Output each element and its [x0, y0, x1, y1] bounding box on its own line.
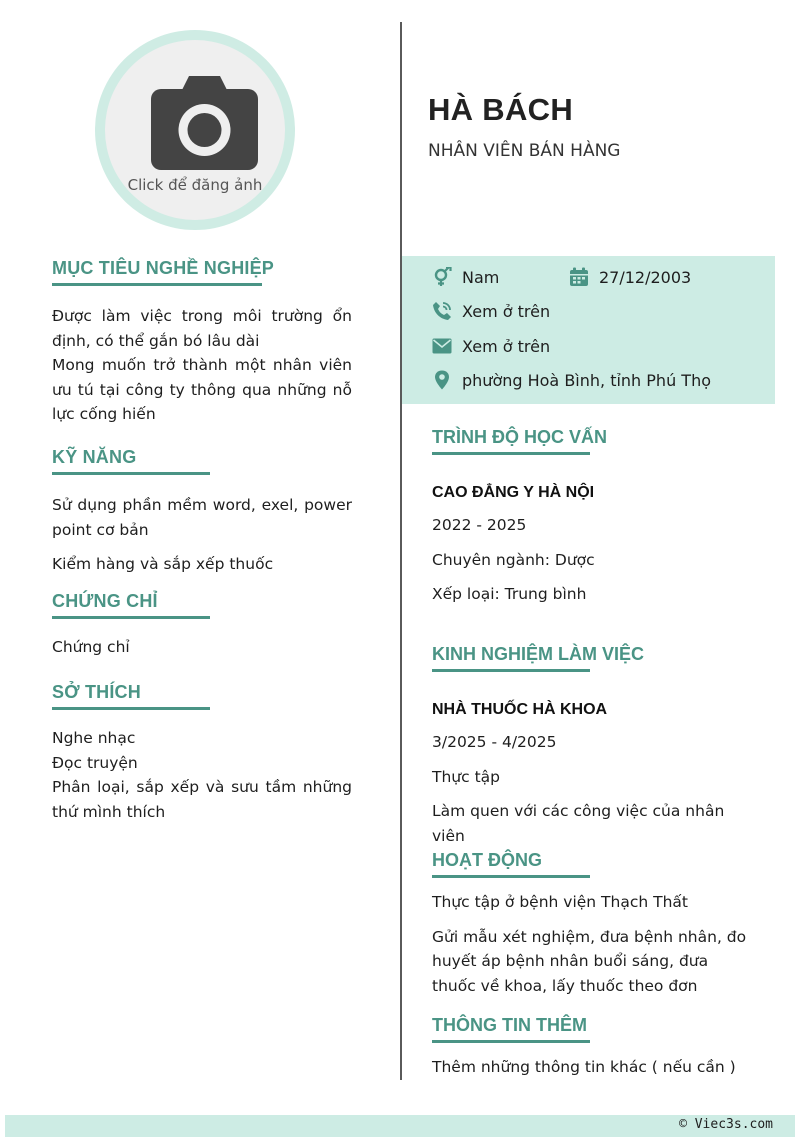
experience-period: 3/2025 - 4/2025: [432, 733, 557, 751]
activity-name: Thực tập ở bệnh viện Thạch Thất: [432, 893, 688, 911]
experience-company: NHÀ THUỐC HÀ KHOA: [432, 701, 608, 718]
objective-underline: [52, 283, 262, 286]
education-underline: [432, 452, 590, 455]
address-row: [432, 370, 711, 390]
education-school: CAO ĐẲNG Y HÀ NỘI: [432, 484, 595, 501]
column-divider: [400, 22, 402, 1080]
activities-title: HOẠT ĐỘNG: [432, 850, 542, 870]
phone-icon: [432, 301, 452, 321]
camera-icon: [151, 76, 258, 170]
gender-row: [432, 267, 499, 287]
hobby-item: Nghe nhạc: [52, 729, 136, 747]
hobbies-title: SỞ THÍCH: [52, 682, 141, 702]
phone-value: Xem ở trên: [462, 301, 551, 321]
education-section: [432, 427, 762, 607]
gender-value: Nam: [462, 267, 500, 287]
certificates-underline: [52, 616, 210, 619]
objective-line: Mong muốn trở thành một nhân viên ưu tú tại công ty thông qua những nỗ lực cống hiến: [52, 356, 352, 423]
copyright-text: © Viec3s.com: [679, 1117, 773, 1132]
experience-section: [432, 644, 762, 848]
certificate-item: Chứng chỉ: [52, 638, 130, 656]
skill-item: Kiểm hàng và sắp xếp thuốc: [52, 555, 274, 573]
skill-item: Sử dụng phần mềm word, exel, power point cơ bản: [52, 496, 352, 539]
hobby-item: Đọc truyện: [52, 753, 138, 772]
experience-title: KINH NGHIỆM LÀM VIỆC: [432, 644, 645, 664]
address-value: phường Hoà Bình, tỉnh Phú Thọ: [462, 370, 711, 390]
photo-placeholder[interactable]: [105, 40, 285, 220]
hobby-item: Phân loại, sắp xếp và sưu tầm những thứ mình thích: [52, 778, 352, 821]
experience-underline: [432, 669, 590, 672]
education-period: 2022 - 2025: [432, 516, 527, 534]
certificates-section: [52, 591, 352, 660]
candidate-name: HÀ BÁCH: [428, 92, 574, 127]
calendar-icon: [569, 267, 589, 287]
birthday-value: 27/12/2003: [599, 267, 692, 287]
objective-title: MỤC TIÊU NGHỀ NGHIỆP: [52, 258, 275, 278]
activity-description: Gửi mẫu xét nghiệm, đưa bệnh nhân, đo huyết áp bệnh nhân buổi sáng, đưa thuốc về khoa, lấy thuốc theo đơn: [432, 927, 747, 995]
activities-underline: [432, 875, 590, 878]
additional-title: THÔNG TIN THÊM: [432, 1015, 587, 1035]
certificates-title: CHỨNG CHỈ: [52, 591, 158, 611]
candidate-role: NHÂN VIÊN BÁN HÀNG: [428, 141, 621, 161]
birthday-row: [569, 267, 691, 287]
additional-text: Thêm những thông tin khác ( nếu cần ): [432, 1058, 736, 1076]
envelope-icon: [432, 336, 452, 356]
additional-underline: [432, 1040, 590, 1043]
hobbies-underline: [52, 707, 210, 710]
phone-row: [432, 301, 550, 321]
additional-section: [432, 1015, 762, 1080]
objective-line: Được làm việc trong môi trường ổn định, có thể gắn bó lâu dài: [52, 307, 352, 350]
skills-underline: [52, 472, 210, 475]
objective-section: [52, 258, 352, 427]
photo-upload[interactable]: [95, 30, 295, 230]
education-major: Chuyên ngành: Dược: [432, 550, 595, 569]
location-pin-icon: [432, 370, 452, 390]
education-title: TRÌNH ĐỘ HỌC VẤN: [432, 427, 607, 447]
skills-section: [52, 447, 352, 577]
education-grade: Xếp loại: Trung bình: [432, 585, 587, 603]
email-value: Xem ở trên: [462, 336, 551, 356]
contact-panel: [402, 256, 775, 404]
skills-title: KỸ NĂNG: [52, 447, 137, 467]
hobbies-section: [52, 682, 352, 824]
experience-description: Làm quen với các công việc của nhân viên: [432, 802, 725, 845]
photo-upload-label: Click để đăng ảnh: [127, 176, 263, 194]
activities-section: [432, 850, 762, 998]
email-row: [432, 336, 550, 356]
experience-position: Thực tập: [432, 767, 500, 786]
footer-bar: [5, 1115, 795, 1137]
gender-icon: [432, 267, 452, 287]
